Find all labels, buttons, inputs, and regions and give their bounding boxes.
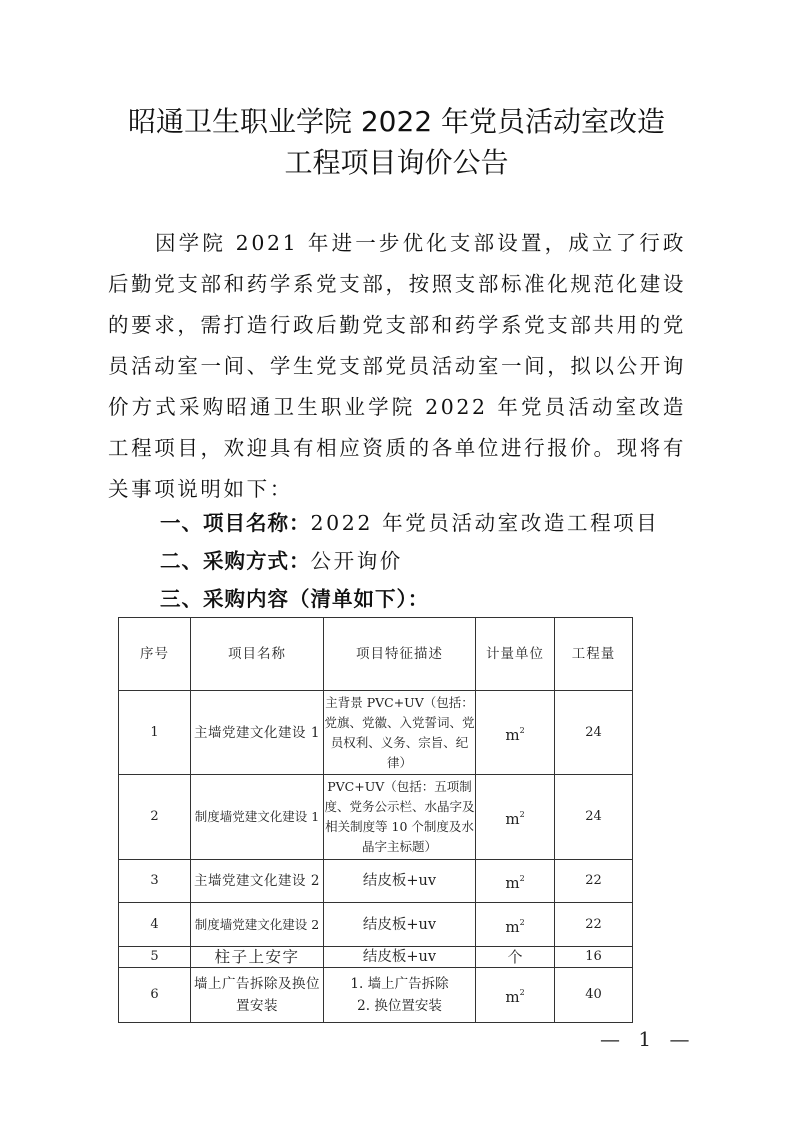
cell-unit bbox=[476, 903, 555, 947]
cell-name: 制度墙党建文化建设 2 bbox=[191, 903, 324, 947]
table-row bbox=[119, 903, 633, 947]
cell-no: 5 bbox=[119, 947, 191, 968]
cell-desc: PVC+UV（包括：五项制度、党务公示栏、水晶字及相关制度等 10 个制度及水晶字主标题） bbox=[324, 775, 476, 860]
cell-qty: 22 bbox=[555, 860, 633, 903]
table-row bbox=[119, 775, 633, 860]
cell-no: 1 bbox=[119, 691, 191, 775]
unit-base: m bbox=[505, 810, 520, 828]
cell-desc bbox=[324, 968, 476, 1023]
section-heading: 一、项目名称： bbox=[160, 511, 311, 535]
cell-no: 3 bbox=[119, 860, 191, 903]
cell-name: 主墙党建文化建设 2 bbox=[191, 860, 324, 903]
section-heading: 三、采购内容（清单如下）： bbox=[160, 587, 430, 611]
cell-qty: 16 bbox=[555, 947, 633, 968]
unit-base: 个 bbox=[507, 948, 523, 966]
header-unit: 计量单位 bbox=[476, 618, 555, 691]
table-row bbox=[119, 860, 633, 903]
section-project-name bbox=[160, 503, 738, 544]
cell-unit bbox=[476, 947, 555, 968]
cell-desc: 结皮板+uv bbox=[324, 903, 476, 947]
cell-qty: 24 bbox=[555, 775, 633, 860]
cell-unit bbox=[476, 691, 555, 775]
unit-sup: 2 bbox=[519, 917, 525, 927]
unit-base: m bbox=[505, 988, 520, 1006]
unit-sup: 2 bbox=[519, 810, 525, 819]
table-row bbox=[119, 968, 633, 1023]
cell-desc: 结皮板+uv bbox=[324, 860, 476, 903]
section-procurement-method bbox=[160, 541, 738, 582]
section-heading: 二、采购方式： bbox=[160, 549, 311, 573]
table-row bbox=[119, 691, 633, 775]
cell-unit bbox=[476, 775, 555, 860]
cell-qty: 24 bbox=[555, 691, 633, 775]
unit-sup: 2 bbox=[519, 874, 525, 883]
page-number: — 1 — bbox=[600, 1027, 696, 1051]
section-procurement-content bbox=[160, 579, 738, 620]
cell-qty: 40 bbox=[555, 968, 633, 1023]
cell-desc: 结皮板+uv bbox=[324, 947, 476, 968]
cell-qty: 22 bbox=[555, 903, 633, 947]
intro-paragraph: 因学院 2021 年进一步优化支部设置，成立了行政后勤党支部和药学系党支部，按照支部标准化规范化建设的要求，需打造行政后勤党支部和药学系党支部共用的党员活动室一间、学生党支部党员活动室一间，拟以公开询价方式采购昭通卫生职业学院 2022 年党员活动室改造工程项目，欢迎具有相应资质的各单位进行报价。现将有关事项说明如下： bbox=[108, 231, 686, 501]
unit-base: m bbox=[505, 874, 520, 892]
cell-unit bbox=[476, 860, 555, 903]
unit-sup: 2 bbox=[519, 988, 525, 997]
unit-base: m bbox=[505, 917, 520, 936]
cell-name: 制度墙党建文化建设 1 bbox=[191, 775, 324, 860]
desc-line: 2. 换位置安装 bbox=[357, 998, 442, 1014]
cell-no: 4 bbox=[119, 903, 191, 947]
desc-line: 1. 墙上广告拆除 bbox=[350, 976, 449, 992]
header-desc: 项目特征描述 bbox=[324, 618, 476, 691]
document-title-line-2: 工程项目询价公告 bbox=[284, 146, 509, 179]
document-title-line-1: 昭通卫生职业学院 2022 年党员活动室改造 bbox=[127, 105, 666, 138]
cell-name: 墙上广告拆除及换位置安装 bbox=[191, 968, 324, 1023]
cell-unit bbox=[476, 968, 555, 1023]
cell-desc: 主背景 PVC+UV（包括：党旗、党徽、入党誓词、党员权利、义务、宗旨、纪律） bbox=[324, 691, 476, 775]
procurement-table bbox=[118, 617, 633, 1023]
cell-name: 主墙党建文化建设 1 bbox=[191, 691, 324, 775]
cell-no: 6 bbox=[119, 968, 191, 1023]
section-text: 2022 年党员活动室改造工程项目 bbox=[310, 511, 660, 535]
header-qty: 工程量 bbox=[555, 618, 633, 691]
table-header-row bbox=[119, 618, 633, 691]
unit-base: m bbox=[505, 725, 520, 744]
table-row bbox=[119, 947, 633, 968]
cell-no: 2 bbox=[119, 775, 191, 860]
cell-name: 柱子上安字 bbox=[191, 947, 324, 968]
unit-sup: 2 bbox=[519, 725, 525, 735]
section-text: 公开询价 bbox=[310, 549, 403, 573]
header-no: 序号 bbox=[119, 618, 191, 691]
header-name: 项目名称 bbox=[191, 618, 324, 691]
